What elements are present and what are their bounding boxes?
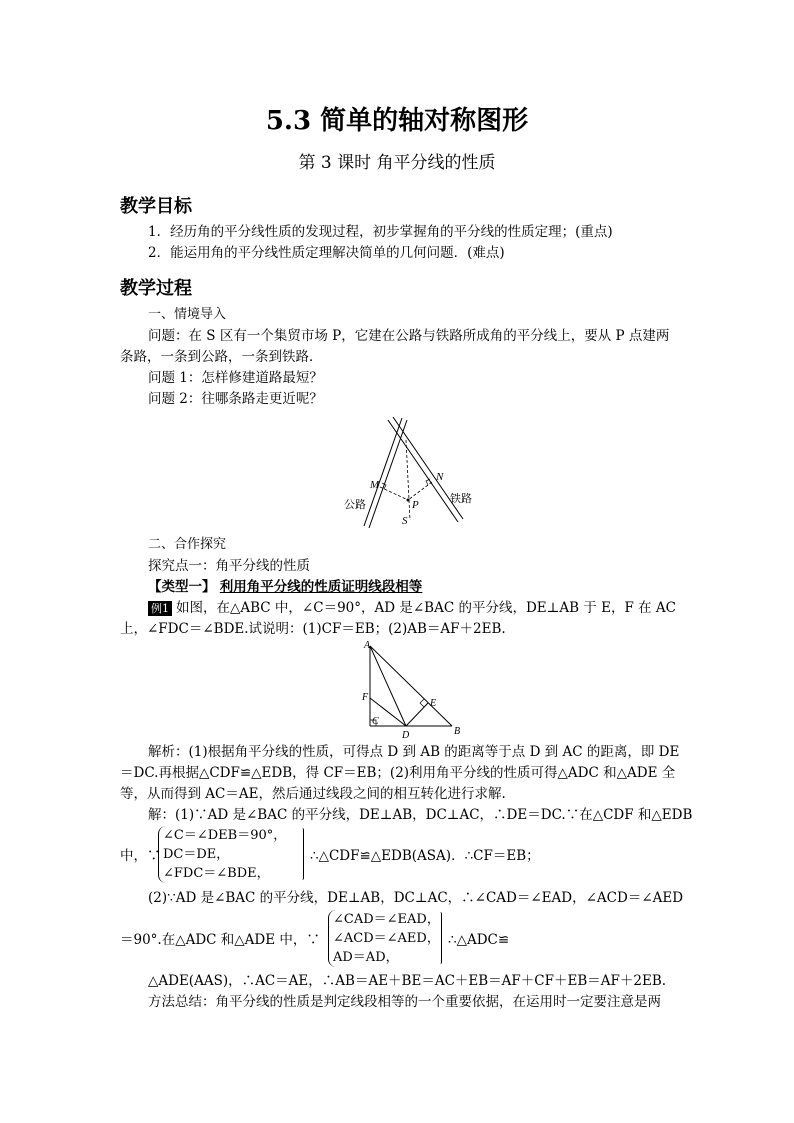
label-d: D xyxy=(402,730,410,740)
explore-point-1: 探究点一：角平分线的性质 xyxy=(148,558,310,574)
label-c: C xyxy=(372,716,379,727)
type-tag: 【类型一】 xyxy=(148,579,216,595)
example-tag: 例1 xyxy=(148,601,172,616)
system-2-line-1: ∠CAD＝∠EAD， xyxy=(333,912,440,927)
system-1-line-3: ∠FDC＝∠BDE， xyxy=(163,866,270,881)
solution-line-2-tail: ∴△ADC≌ xyxy=(448,932,510,948)
type-title: 利用角平分线的性质证明线段相等 xyxy=(219,579,423,595)
solution-line-1: 解：(1)∵AD 是∠BAC 的平分线，DE⊥AB，DC⊥AC，∴DE＝DC.∵在△CDF 和△EDB xyxy=(148,807,693,823)
intro-line-2: 条路，一条到公路，一条到铁路． xyxy=(120,349,323,365)
page-title: 5.3 简单的轴对称图形 xyxy=(265,106,529,136)
brace-right-1 xyxy=(302,828,304,880)
question-1: 问题 1：怎样修建道路最短？ xyxy=(148,370,323,386)
section-1-heading: 一、情境导入 xyxy=(148,307,227,322)
goals-heading: 教学目标 xyxy=(120,196,192,217)
triangle-figure xyxy=(360,640,470,740)
system-2-line-3: AD＝AD， xyxy=(333,950,399,965)
system-2-line-2: ∠ACD＝∠AED， xyxy=(333,931,440,946)
solution-line-2c: △ADE(AAS)，∴AC＝AE，∴AB＝AE＋BE＝AC＋EB＝AF＋CF＋EB＝AF＋2EB. xyxy=(148,973,667,989)
brace-right-2 xyxy=(440,912,442,964)
example-text-1: 如图，在△ABC 中，∠C＝90°，AD 是∠BAC 的平分线，DE⊥AB 于 E，F 在 AC xyxy=(176,600,676,616)
analysis-line-2: ＝DC.再根据△CDF≌△EDB，得 CF＝EB；(2)利用角平分线的性质可得△ADC 和△ADE 全 xyxy=(120,765,676,781)
label-road: 公路 xyxy=(344,499,366,511)
label-f: F xyxy=(362,692,369,703)
label-rail: 铁路 xyxy=(450,493,472,505)
type-1-heading xyxy=(148,577,422,597)
label-e: E xyxy=(430,698,437,709)
question-2: 问题 2：往哪条路走更近呢？ xyxy=(148,391,323,407)
system-1-line-1: ∠C＝∠DEB＝90°， xyxy=(163,828,287,843)
equation-system-2 xyxy=(328,910,440,967)
analysis-line-3: 等，从而得到 AC＝AE，然后通过线段之间的相互转化进行求解. xyxy=(120,786,506,802)
example-line-2: 上，∠FDC＝∠BDE.试说明：(1)CF＝EB；(2)AB＝AF＋2EB. xyxy=(120,621,506,637)
label-m: M xyxy=(370,479,380,491)
label-b: B xyxy=(454,726,461,737)
process-heading: 教学过程 xyxy=(120,278,192,299)
method-summary: 方法总结：角平分线的性质是判定线段相等的一个重要依据，在运用时一定要注意是两 xyxy=(148,994,661,1010)
label-s: S xyxy=(402,515,408,527)
goal-item-2: 2．能运用角的平分线性质定理解决简单的几何问题．(难点) xyxy=(148,245,505,261)
label-p: P xyxy=(412,499,419,511)
goal-item-1: 1．经历角的平分线性质的发现过程，初步掌握角的平分线的性质定理；(重点) xyxy=(148,224,613,240)
system-1-line-2: DC＝DE， xyxy=(163,847,230,862)
label-n: N xyxy=(436,471,444,483)
solution-line-1-tail: ∴△CDF≌△EDB(ASA)．∴CF＝EB； xyxy=(310,848,540,864)
road-rail-figure xyxy=(340,410,480,530)
intro-line-1: 问题：在 S 区有一个集贸市场 P，它建在公路与铁路所成角的平分线上，要从 P 点建两 xyxy=(148,328,670,344)
solution-line-2: (2)∵AD 是∠BAC 的平分线，DE⊥AB，DC⊥AC，∴∠CAD＝∠EAD，∠ACD＝∠AED xyxy=(148,890,684,906)
solution-zhong: 中，∵ xyxy=(120,848,161,864)
page-subtitle: 第 3 课时 角平分线的性质 xyxy=(298,153,496,173)
analysis-line-1: 解析：(1)根据角平分线的性质，可得点 D 到 AB 的距离等于点 D 到 AC 的距离，即 DE xyxy=(148,744,680,760)
equation-system-1 xyxy=(158,826,286,883)
label-a: A xyxy=(364,640,371,651)
section-2-heading: 二、合作探究 xyxy=(148,537,227,552)
solution-line-2b: ＝90°.在△ADC 和△ADE 中，∵ xyxy=(120,932,320,948)
example-line-1 xyxy=(148,598,676,618)
